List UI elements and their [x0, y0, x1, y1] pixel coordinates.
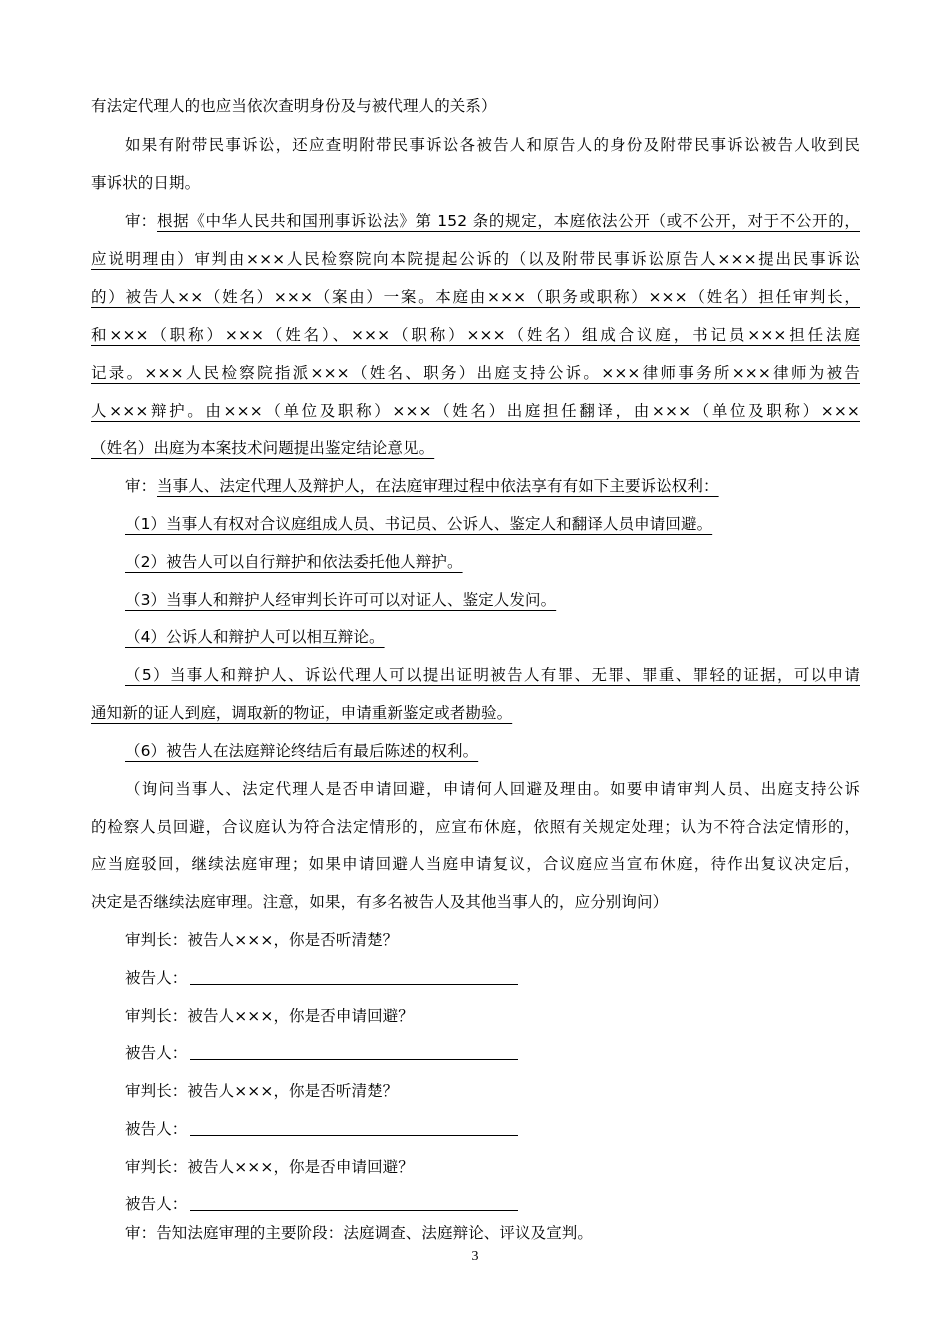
speaker-label: 被告人：: [125, 1195, 188, 1213]
speaker-label: 审：: [125, 477, 157, 495]
text-line: 审判长：被告人×××，你是否申请回避？: [125, 1158, 414, 1176]
defendant-answer: [0, 1114, 950, 1144]
underlined-text: 根据《中华人民共和国刑事诉讼法》第 152 条的规定，本庭依法公开（或不公开，对于不公开的，: [157, 212, 860, 230]
underlined-text: （1）当事人有权对合议庭组成人员、书记员、公诉人、鉴定人和翻译人员申请回避。: [125, 515, 713, 533]
paragraph-line: [0, 282, 950, 312]
speaker-label: 被告人：: [125, 1120, 188, 1138]
text-line: 审判长：被告人×××，你是否听清楚？: [125, 931, 399, 949]
paragraph-line: [0, 91, 950, 121]
underlined-text: 的）被告人××（姓名）×××（案由）一案。本庭由×××（职务或职称）×××（姓名）担任审判长，: [91, 288, 860, 306]
paragraph-line: [0, 433, 950, 463]
underlined-text: （3）当事人和辩护人经审判长许可可以对证人、鉴定人发问。: [125, 591, 557, 609]
text-line: 审判长：被告人×××，你是否申请回避？: [125, 1007, 414, 1025]
answer-blank[interactable]: [190, 1135, 518, 1136]
text-line: 决定是否继续法庭审理。注意，如果，有多名被告人及其他当事人的，应分别询问）: [91, 893, 669, 911]
paragraph-line: [0, 358, 950, 388]
paragraph-line: [0, 320, 950, 350]
answer-blank[interactable]: [190, 1210, 518, 1211]
rights-item: [0, 585, 950, 615]
text-line: 应当庭驳回，继续法庭审理；如果申请回避人当庭申请复议，合议庭应当宣布休庭，待作出复议决定后，: [91, 855, 860, 873]
text-line: 如果有附带民事诉讼，还应查明附带民事诉讼各被告人和原告人的身份及附带民事诉讼被告人收到民: [125, 136, 860, 154]
paragraph-line: [0, 130, 950, 160]
text-line: 的检察人员回避，合议庭认为符合法定情形的，应宣布休庭，依照有关规定处理；认为不符合法定情形的，: [91, 818, 860, 836]
paragraph-line: [0, 168, 950, 198]
rights-item: [0, 547, 950, 577]
underlined-text: 和×××（职称）×××（姓名）、×××（职称）×××（姓名）组成合议庭，书记员×××担任法庭: [91, 326, 860, 344]
answer-blank[interactable]: [190, 984, 518, 985]
text-line: 有法定代理人的也应当依次查明身份及与被代理人的关系）: [91, 97, 497, 115]
speaker-label: 审：: [125, 212, 157, 230]
defendant-answer: [0, 1038, 950, 1068]
underlined-text: 应说明理由）审判由×××人民检察院向本院提起公诉的（以及附带民事诉讼原告人×××提出民事诉讼: [91, 250, 860, 268]
rights-item: [0, 622, 950, 652]
underlined-text: （姓名）出庭为本案技术问题提出鉴定结论意见。: [91, 439, 435, 457]
answer-blank[interactable]: [190, 1059, 518, 1060]
defendant-answer: [0, 963, 950, 993]
underlined-text: 当事人、法定代理人及辩护人，在法庭审理过程中依法享有有如下主要诉讼权利：: [157, 477, 719, 495]
paragraph-line: [0, 887, 950, 917]
rights-item: [0, 660, 950, 690]
paragraph-line: [0, 812, 950, 842]
underlined-text: （4）公诉人和辩护人可以相互辩论。: [125, 628, 385, 646]
judge-question: [0, 925, 950, 955]
paragraph-line: [0, 396, 950, 426]
defendant-answer: [0, 1189, 950, 1219]
paragraph-line: [0, 849, 950, 879]
judge-question: [0, 1076, 950, 1106]
text-line: 审判长：被告人×××，你是否听清楚？: [125, 1082, 399, 1100]
paragraph-line: [0, 471, 950, 501]
text-line: 事诉状的日期。: [91, 174, 201, 192]
text-line: 审：告知法庭审理的主要阶段：法庭调查、法庭辩论、评议及宣判。: [125, 1224, 594, 1242]
paragraph-line: [0, 206, 950, 236]
underlined-text: （6）被告人在法庭辩论终结后有最后陈述的权利。: [125, 742, 479, 760]
speaker-label: 被告人：: [125, 969, 188, 987]
judge-question: [0, 1152, 950, 1182]
rights-item: [0, 698, 950, 728]
paragraph-line: [0, 1218, 950, 1248]
underlined-text: （5）当事人和辩护人、诉讼代理人可以提出证明被告人有罪、无罪、罪重、罪轻的证据，可以申请: [125, 666, 860, 684]
speaker-label: 被告人：: [125, 1044, 188, 1062]
underlined-text: 人×××辩护。由×××（单位及职称）×××（姓名）出庭担任翻译，由×××（单位及职称）×××: [91, 402, 860, 420]
paragraph-line: [0, 244, 950, 274]
page-number: 3: [471, 1249, 479, 1264]
rights-item: [0, 509, 950, 539]
underlined-text: 记录。×××人民检察院指派×××（姓名、职务）出庭支持公诉。×××律师事务所×××律师为被告: [91, 364, 860, 382]
underlined-text: 通知新的证人到庭，调取新的物证，申请重新鉴定或者勘验。: [91, 704, 513, 722]
underlined-text: （2）被告人可以自行辩护和依法委托他人辩护。: [125, 553, 463, 571]
text-line: （询问当事人、法定代理人是否申请回避，申请何人回避及理由。如要申请审判人员、出庭支持公诉: [125, 780, 860, 798]
judge-question: [0, 1001, 950, 1031]
rights-item: [0, 736, 950, 766]
paragraph-line: [0, 774, 950, 804]
